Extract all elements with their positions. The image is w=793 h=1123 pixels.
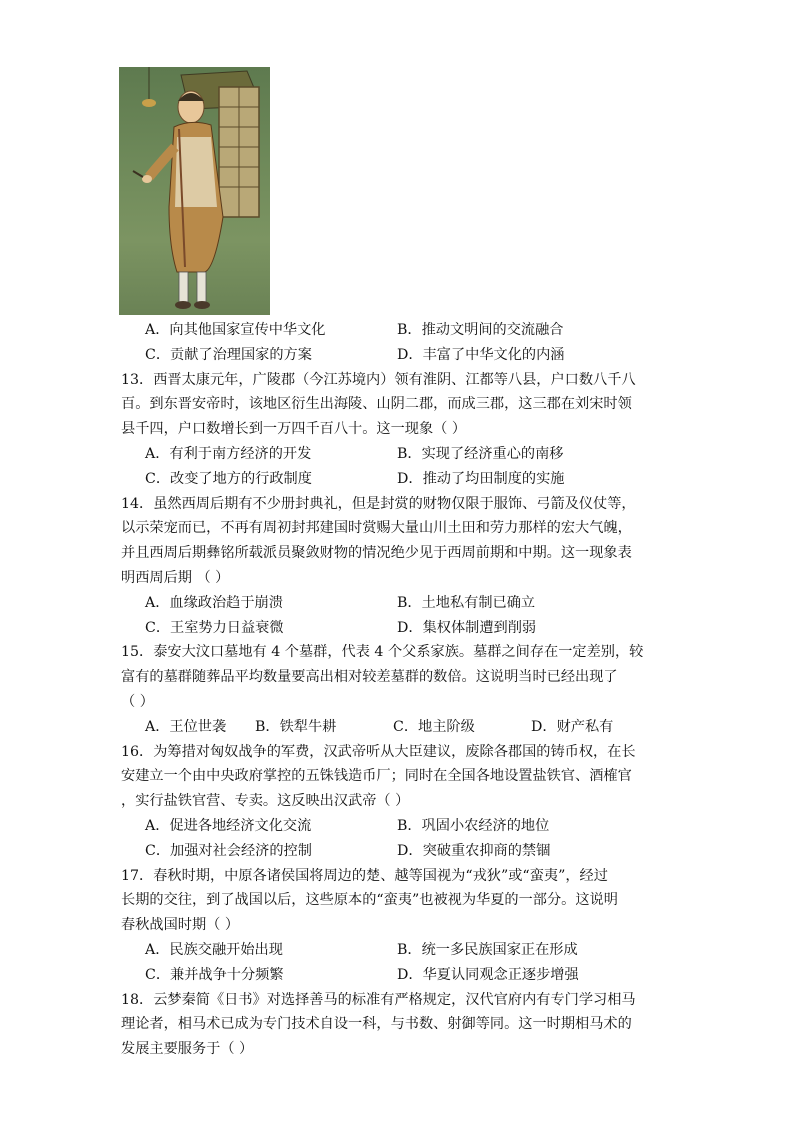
question-line: 安建立一个由中央政府掌控的五铢钱造币厂；同时在全国各地设置盐铁官、酒榷官 bbox=[121, 768, 632, 785]
options-row bbox=[121, 814, 676, 839]
option-d: D．华夏认同观念正逐步增强 bbox=[397, 966, 579, 983]
options-row bbox=[121, 467, 676, 492]
question-line: 富有的墓群随葬品平均数量要高出相对较差墓群的数倍。这说明当时已经出现了 bbox=[121, 669, 618, 686]
option-a: A．民族交融开始出现 bbox=[145, 941, 283, 958]
option-c: C．兼并战争十分频繁 bbox=[145, 966, 284, 983]
option-d: D．财产私有 bbox=[531, 718, 614, 735]
option-b: B．统一多民族国家正在形成 bbox=[397, 941, 578, 958]
options-row bbox=[121, 715, 676, 740]
question-line: ，实行盐铁官营、专卖。这反映出汉武帝（ ） bbox=[121, 793, 410, 810]
options-row bbox=[121, 616, 676, 641]
option-a: A．有利于南方经济的开发 bbox=[145, 445, 312, 462]
question-17 bbox=[121, 864, 676, 988]
options-row bbox=[121, 839, 676, 864]
option-d: D．推动了均田制度的实施 bbox=[397, 470, 565, 487]
question-line: 发展主要服务于（ ） bbox=[121, 1041, 254, 1058]
options-row bbox=[121, 938, 676, 963]
question-line: 15．泰安大汶口墓地有 4 个墓群，代表 4 个父系家族。墓群之间存在一定差别，较 bbox=[121, 644, 644, 661]
question-line: 17．春秋时期，中原各诸侯国将周边的楚、越等国视为“戎狄”或“蛮夷”，经过 bbox=[121, 867, 608, 884]
option-c: C．改变了地方的行政制度 bbox=[145, 470, 312, 487]
question-line: 春秋战国时期（ ） bbox=[121, 917, 240, 934]
top-options-row-2 bbox=[121, 343, 676, 368]
question-line: 16．为筹措对匈奴战争的军费，汉武帝听从大臣建议，废除各郡国的铸币权，在长 bbox=[121, 743, 636, 760]
option-c: C．贡献了治理国家的方案 bbox=[145, 346, 312, 363]
question-15 bbox=[121, 640, 676, 739]
option-b: B．实现了经济重心的南移 bbox=[397, 445, 564, 462]
question-line: 13．西晋太康元年，广陵郡（今江苏境内）领有淮阴、江都等八县，户口数八千八 bbox=[121, 371, 636, 388]
option-a: A．促进各地经济文化交流 bbox=[145, 817, 312, 834]
question-line: 14．虽然西周后期有不少册封典礼，但是封赏的财物仅限于服饰、弓箭及仪仗等， bbox=[121, 495, 636, 512]
option-c: C．地主阶级 bbox=[393, 718, 475, 735]
option-d: D．突破重农抑商的禁锢 bbox=[397, 842, 551, 859]
question-14 bbox=[121, 492, 676, 641]
option-a: A．血缘政治趋于崩溃 bbox=[145, 594, 283, 611]
question-line: 以示荣宠而已，不再有周初封邦建国时赏赐大量山川土田和劳力那样的宏大气魄， bbox=[121, 520, 632, 537]
option-a: A．向其他国家宣传中华文化 bbox=[145, 322, 326, 338]
options-row bbox=[121, 442, 676, 467]
question-line: 18．云梦秦简《日书》对选择善马的标准有严格规定，汉代官府内有专门学习相马 bbox=[121, 991, 636, 1008]
option-b: B．铁犁牛耕 bbox=[255, 718, 337, 735]
question-line: 明西周后期 （ ） bbox=[121, 569, 230, 586]
option-b: B．推动文明间的交流融合 bbox=[397, 322, 564, 338]
option-c: C．王室势力日益衰微 bbox=[145, 619, 284, 636]
monk-figure-illustration bbox=[119, 67, 270, 315]
question-18 bbox=[121, 988, 676, 1062]
question-line: （ ） bbox=[121, 693, 154, 710]
question-16 bbox=[121, 740, 676, 864]
question-line: 长期的交往，到了战国以后，这些原本的“蛮夷”也被视为华夏的一部分。这说明 bbox=[121, 892, 618, 909]
question-line: 并且西周后期彝铭所载派员聚敛财物的情况绝少见于西周前期和中期。这一现象表 bbox=[121, 545, 632, 562]
option-d: D．集权体制遭到削弱 bbox=[397, 619, 537, 636]
question-line: 理论者，相马术已成为专门技术自设一科，与书数、射御等同。这一时期相马术的 bbox=[121, 1016, 632, 1033]
options-row bbox=[121, 591, 676, 616]
options-row bbox=[121, 963, 676, 988]
question-line: 县千四，户口数增长到一万四千百八十。这一现象（ ） bbox=[121, 421, 467, 438]
exam-text bbox=[121, 318, 676, 1062]
option-c: C．加强对社会经济的控制 bbox=[145, 842, 312, 859]
option-d: D．丰富了中华文化的内涵 bbox=[397, 346, 565, 363]
option-b: B．土地私有制已确立 bbox=[397, 594, 536, 611]
option-a: A．王位世袭 bbox=[145, 718, 227, 735]
monk-traveler-painting bbox=[119, 67, 270, 315]
top-options-row-1 bbox=[121, 318, 676, 343]
option-b: B．巩固小农经济的地位 bbox=[397, 817, 550, 834]
question-13 bbox=[121, 368, 676, 492]
question-line: 百。到东晋安帝时，该地区衍生出海陵、山阴二郡，而成三郡，这三郡在刘宋时领 bbox=[121, 396, 632, 413]
